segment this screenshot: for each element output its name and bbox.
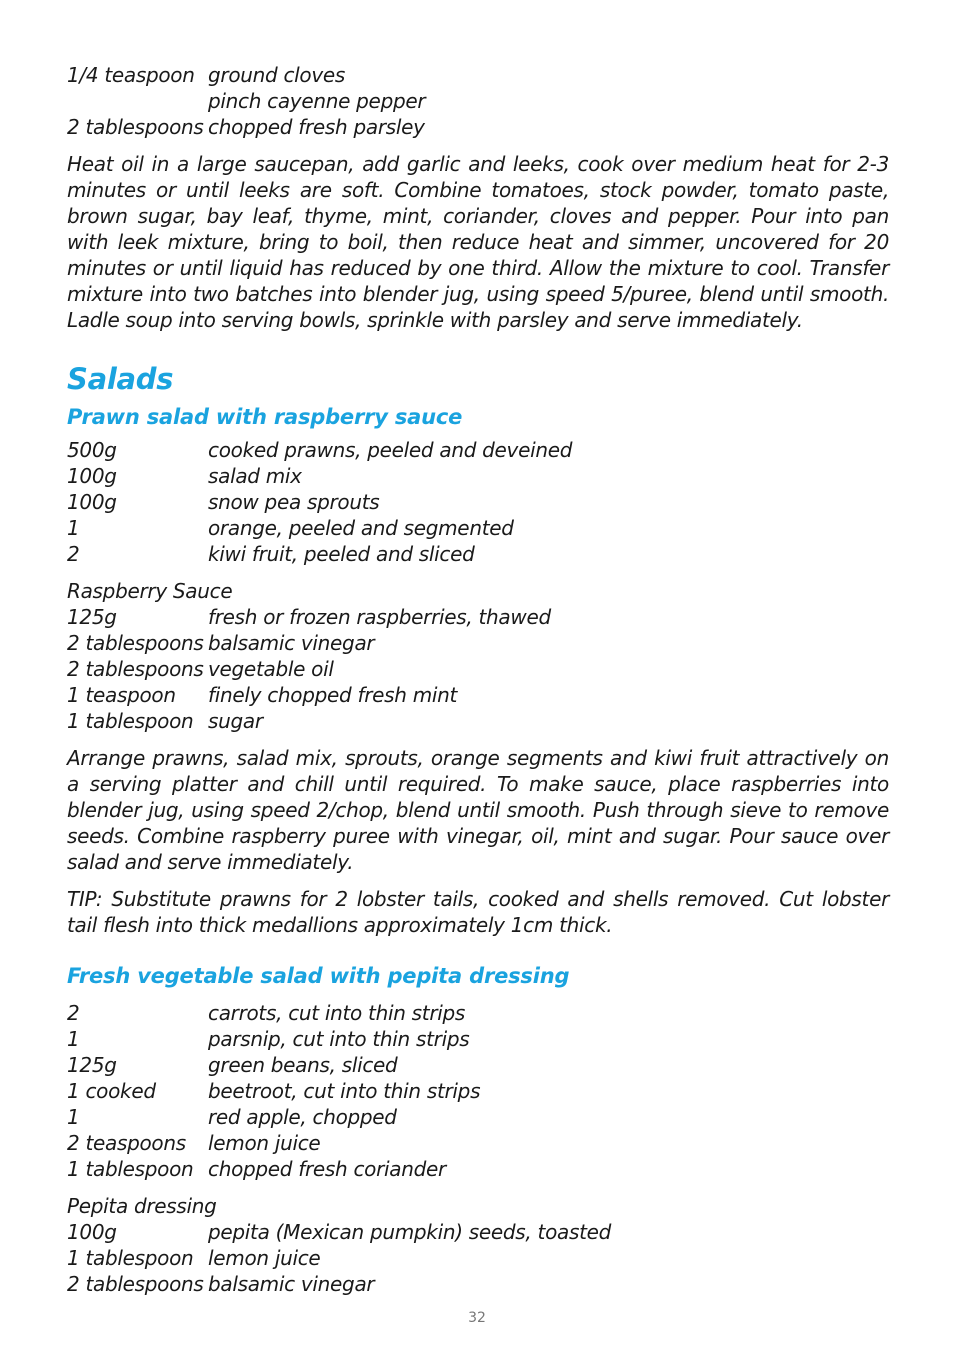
ingredient-quantity: 1/4 teaspoon	[67, 63, 195, 87]
ingredient-quantity: 1	[67, 1027, 80, 1051]
ingredient-item: lemon juice	[208, 1246, 321, 1270]
ingredient-item: parsnip, cut into thin strips	[208, 1027, 470, 1051]
ingredient-item: carrots, cut into thin strips	[208, 1001, 466, 1025]
ingredient-row	[67, 1156, 889, 1182]
ingredient-quantity: 100g	[67, 1220, 117, 1244]
ingredient-row	[67, 489, 889, 515]
ingredient-quantity: 1 teaspoon	[67, 683, 176, 707]
ingredient-quantity: 2 tablespoons	[67, 631, 204, 655]
ingredient-row	[67, 656, 889, 682]
ingredient-item: orange, peeled and segmented	[208, 516, 514, 540]
ingredient-item: green beans, sliced	[208, 1053, 398, 1077]
ingredient-row	[67, 1245, 889, 1271]
ingredient-quantity: 100g	[67, 464, 117, 488]
recipe1-ingredient-list	[67, 437, 889, 567]
ingredient-quantity: 2 tablespoons	[67, 115, 204, 139]
ingredient-row	[67, 62, 889, 88]
ingredient-quantity: 1	[67, 1105, 80, 1129]
ingredient-item: chopped fresh parsley	[208, 115, 425, 139]
ingredient-row	[67, 604, 889, 630]
section-title: Salads	[67, 362, 174, 396]
ingredient-quantity: 1 tablespoon	[67, 1157, 194, 1181]
ingredient-item: beetroot, cut into thin strips	[208, 1079, 481, 1103]
ingredient-quantity: 2	[67, 542, 80, 566]
tip-paragraph: TIP: Substitute prawns for 2 lobster tails, cooked and shells removed. Cut lobster tail flesh into thick medallions approximately 1cm thick.	[67, 887, 889, 937]
ingredient-row	[67, 1104, 889, 1130]
ingredient-row	[67, 1026, 889, 1052]
ingredient-row	[67, 1130, 889, 1156]
ingredient-row	[67, 541, 889, 567]
ingredient-item: salad mix	[208, 464, 302, 488]
ingredient-row	[67, 1052, 889, 1078]
ingredient-item: pinch cayenne pepper	[208, 89, 426, 113]
ingredient-quantity: 1 tablespoon	[67, 1246, 194, 1270]
ingredient-quantity: 1	[67, 516, 80, 540]
ingredient-item: fresh or frozen raspberries, thawed	[208, 605, 551, 629]
ingredient-item: pepita (Mexican pumpkin) seeds, toasted	[208, 1220, 612, 1244]
ingredient-item: balsamic vinegar	[208, 1272, 375, 1296]
ingredient-item: lemon juice	[208, 1131, 321, 1155]
page-content	[67, 62, 889, 1297]
ingredient-row	[67, 88, 889, 114]
dressing-subheading: Pepita dressing	[67, 1194, 217, 1218]
ingredient-item: cooked prawns, peeled and deveined	[208, 438, 573, 462]
ingredient-quantity: 2 tablespoons	[67, 1272, 204, 1296]
ingredient-quantity: 1 cooked	[67, 1079, 156, 1103]
ingredient-row	[67, 1078, 889, 1104]
page-number: 32	[468, 1310, 486, 1326]
sauce-ingredient-list	[67, 604, 889, 734]
ingredient-item: snow pea sprouts	[208, 490, 380, 514]
ingredient-item: kiwi fruit, peeled and sliced	[208, 542, 475, 566]
ingredient-item: balsamic vinegar	[208, 631, 375, 655]
ingredient-item: sugar	[208, 709, 263, 733]
ingredient-quantity: 2 teaspoons	[67, 1131, 186, 1155]
ingredient-row	[67, 515, 889, 541]
ingredient-item: finely chopped fresh mint	[208, 683, 458, 707]
top-ingredient-list	[67, 62, 889, 140]
ingredient-quantity: 125g	[67, 605, 117, 629]
ingredient-row	[67, 630, 889, 656]
ingredient-quantity: 2 tablespoons	[67, 657, 204, 681]
dressing-ingredient-list	[67, 1219, 889, 1297]
ingredient-row	[67, 1219, 889, 1245]
ingredient-row	[67, 1271, 889, 1297]
recipe-title: Prawn salad with raspberry sauce	[67, 405, 463, 429]
ingredient-row	[67, 1000, 889, 1026]
ingredient-quantity: 1 tablespoon	[67, 709, 194, 733]
method-paragraph: Arrange prawns, salad mix, sprouts, orange segments and kiwi fruit attractively on a serving platter and chill until required. To make sauce, place raspberries into blender jug, using speed 2/chop, blend until smooth. Push through sieve to remove seeds. Combine raspberry puree with vinegar, oil, mint and sugar. Pour sauce over salad and serve immediately.	[67, 746, 889, 874]
ingredient-row	[67, 708, 889, 734]
ingredient-row	[67, 682, 889, 708]
ingredient-item: vegetable oil	[208, 657, 334, 681]
ingredient-quantity: 100g	[67, 490, 117, 514]
ingredient-item: red apple, chopped	[208, 1105, 397, 1129]
ingredient-item: ground cloves	[208, 63, 346, 87]
recipe-title: Fresh vegetable salad with pepita dressing	[67, 964, 570, 988]
ingredient-row	[67, 437, 889, 463]
sauce-subheading: Raspberry Sauce	[67, 579, 233, 603]
ingredient-quantity	[67, 88, 208, 114]
ingredient-quantity: 125g	[67, 1053, 117, 1077]
ingredient-quantity: 500g	[67, 438, 117, 462]
ingredient-row	[67, 114, 889, 140]
recipe2-ingredient-list	[67, 1000, 889, 1182]
ingredient-quantity: 2	[67, 1001, 80, 1025]
method-paragraph: Heat oil in a large saucepan, add garlic and leeks, cook over medium heat for 2-3 minutes or until leeks are soft. Combine tomatoes, stock powder, tomato paste, brown sugar, bay leaf, thyme, mint, coriander, cloves and pepper. Pour into pan with leek mixture, bring to boil, then reduce heat and simmer, uncovered for 20 minutes or until liquid has reduced by one third. Allow the mixture to cool. Transfer mixture into two batches into blender jug, using speed 5/puree, blend until smooth. Ladle soup into serving bowls, sprinkle with parsley and serve immediately.	[67, 152, 889, 332]
ingredient-row	[67, 463, 889, 489]
ingredient-item: chopped fresh coriander	[208, 1157, 446, 1181]
